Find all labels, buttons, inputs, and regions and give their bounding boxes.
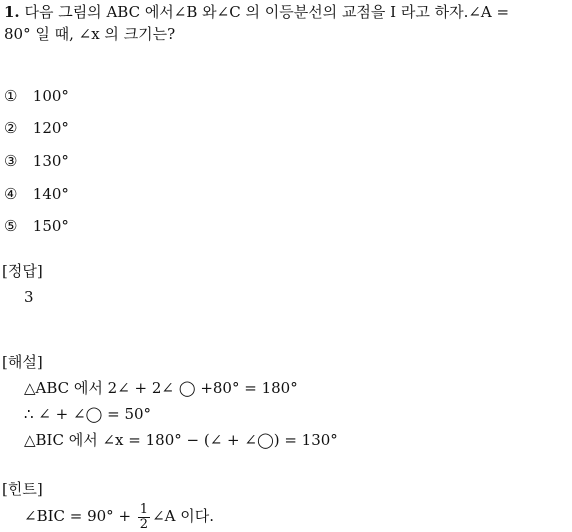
question-line-1 [4, 2, 509, 22]
answer-value: 3 [24, 288, 34, 306]
choice-mark: ⑤ [4, 217, 18, 235]
explanation-line: △ABC 에서 2∠ + 2∠ ◯ +80° = 180° [24, 379, 298, 397]
choice-mark: ③ [4, 152, 18, 170]
hint-fraction [138, 503, 150, 532]
choice-item[interactable] [4, 184, 69, 204]
choice-value: 150° [32, 217, 69, 235]
choice-item[interactable] [4, 86, 69, 106]
question-text-2: 80° 일 때, ∠x 의 크기는? [4, 25, 176, 43]
hint-heading: [힌트] [2, 480, 43, 498]
choice-value: 120° [32, 119, 69, 137]
fraction-denominator: 2 [139, 516, 149, 532]
explanation-line: ∴ ∠ + ∠◯ = 50° [24, 405, 152, 423]
choice-mark: ④ [4, 185, 18, 203]
fraction-numerator: 1 [139, 501, 149, 517]
choice-item[interactable] [4, 118, 69, 138]
question-text-1: 다음 그림의 ABC 에서∠B 와∠C 의 이등분선의 교점을 I 라고 하자.∠A = [24, 3, 510, 21]
choice-mark: ① [4, 87, 18, 105]
choice-item[interactable] [4, 151, 69, 171]
hint-formula [24, 502, 214, 532]
hint-prefix: ∠BIC = 90° + [24, 507, 136, 525]
explanation-heading: [해설] [2, 353, 43, 371]
question-line-2 [4, 24, 175, 44]
question-number: 1. [4, 3, 20, 21]
choice-mark: ② [4, 119, 18, 137]
explanation-line: △BIC 에서 ∠x = 180° − (∠ + ∠◯) = 130° [24, 431, 338, 449]
hint-suffix: ∠A 이다. [152, 507, 214, 525]
choice-value: 130° [32, 152, 69, 170]
choice-value: 100° [32, 87, 69, 105]
answer-heading: [정답] [2, 262, 43, 280]
choice-item[interactable] [4, 216, 69, 236]
choice-value: 140° [32, 185, 69, 203]
